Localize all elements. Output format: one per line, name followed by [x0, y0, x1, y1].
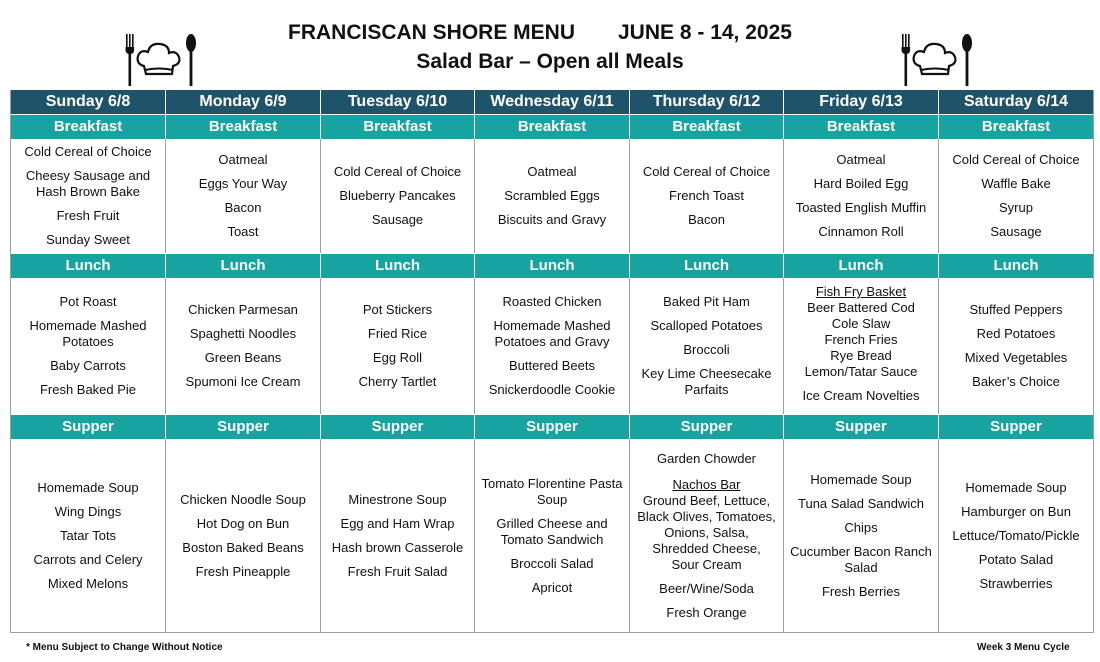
menu-item: Chicken Noodle Soup	[180, 491, 306, 507]
menu-cell	[475, 278, 630, 414]
menu-item: Cheesy Sausage and Hash Brown Bake	[25, 168, 151, 199]
menu-cell	[166, 278, 321, 414]
menu-cell	[166, 139, 321, 253]
menu-item: Lettuce/Tomato/Pickle	[952, 527, 1080, 543]
menu-cell	[321, 139, 475, 253]
meal-label: Supper	[166, 415, 321, 439]
meal-label: Breakfast	[475, 115, 630, 139]
meal-label: Supper	[990, 418, 1042, 435]
menu-item: French Toast	[669, 188, 744, 203]
menu-title: FRANCISCAN SHORE MENU	[288, 21, 576, 44]
menu-item: Sausage	[371, 212, 424, 227]
menu-item: Baby Carrots	[50, 358, 126, 373]
menu-item: Homemade Soup	[965, 479, 1067, 495]
day-header: Wednesday 6/11	[475, 90, 630, 114]
menu-item: Beer/Wine/Soda	[659, 580, 754, 596]
menu-item: Lemon/Tatar Sauce	[804, 364, 918, 379]
menu-dates: JUNE 8 - 14, 2025	[618, 21, 792, 44]
menu-item: Fresh Baked Pie	[39, 382, 137, 397]
menu-cell	[939, 139, 1093, 253]
menu-item: Beer Battered Cod	[807, 300, 915, 315]
menu-grid	[10, 90, 1094, 633]
meal-label: Breakfast	[981, 118, 1051, 135]
menu-item: Strawberries	[979, 575, 1053, 591]
menu-item: Chicken Parmesan	[188, 302, 298, 317]
menu-item: Egg and Ham Wrap	[340, 515, 455, 531]
menu-item: Wing Dings	[54, 503, 122, 519]
meal-label: Supper	[475, 415, 630, 439]
breakfast-label-row	[11, 114, 1093, 139]
menu-item: French Fries	[824, 332, 898, 347]
menu-item: Hash brown Casserole	[331, 539, 464, 555]
menu-item: Tomato Florentine Pasta Soup	[481, 475, 623, 507]
menu-item: Cold Cereal of Choice	[333, 164, 462, 179]
menu-item: Garden Chowder	[657, 450, 756, 466]
menu-cell	[11, 439, 166, 632]
meal-label: Breakfast	[630, 115, 784, 139]
menu-item: Homemade Soup	[37, 479, 139, 495]
menu-header	[0, 18, 1100, 88]
menu-item: Green Beans	[204, 350, 282, 365]
menu-item: Baked Pit Ham	[663, 294, 750, 309]
meal-label: Breakfast	[784, 115, 939, 139]
menu-item: Key Lime Cheesecake Parfaits	[641, 366, 772, 397]
menu-item: Toast	[227, 224, 259, 239]
menu-item: Buttered Beets	[509, 358, 595, 373]
menu-item: Sausage	[990, 224, 1042, 239]
menu-item: Ground Beef, Lettuce, Black Olives, Tomatoes, Onions, Salsa, Shredded Cheese, Sour Cream	[637, 492, 776, 572]
menu-item: Cinnamon Roll	[818, 224, 904, 239]
menu-cell	[784, 439, 939, 632]
menu-item: Bacon	[224, 200, 262, 215]
menu-item: Minestrone Soup	[348, 491, 447, 507]
menu-cell	[939, 439, 1093, 632]
day-header: Tuesday 6/10	[321, 90, 475, 114]
menu-cell	[630, 139, 784, 253]
menu-item: Biscuits and Gravy	[497, 212, 607, 227]
menu-item: Hamburger on Bun	[961, 503, 1071, 519]
day-header-row	[11, 90, 1093, 114]
meal-label: Lunch	[630, 254, 784, 278]
menu-item: Fresh Fruit Salad	[347, 563, 448, 579]
meal-label: Breakfast	[166, 115, 321, 139]
day-header: Sunday 6/8	[11, 90, 166, 114]
meal-label: Supper	[784, 415, 939, 439]
menu-item: Syrup	[999, 200, 1033, 215]
menu-item: Toasted English Muffin	[795, 200, 927, 215]
meal-label: Breakfast	[321, 115, 475, 139]
menu-item: Fried Rice	[367, 326, 428, 341]
menu-item: Grilled Cheese and Tomato Sandwich	[496, 515, 608, 547]
menu-item: Mixed Vegetables	[964, 350, 1068, 365]
breakfast-items-row	[11, 139, 1093, 253]
menu-item: Tuna Salad Sandwich	[798, 495, 924, 511]
menu-cell	[939, 278, 1093, 414]
menu-item: Pot Roast	[59, 294, 117, 309]
menu-item: Cucumber Bacon Ranch Salad	[790, 543, 932, 575]
menu-cell	[475, 139, 630, 253]
footer-disclaimer: * Menu Subject to Change Without Notice	[26, 642, 223, 653]
menu-item: Sunday Sweet	[46, 232, 130, 247]
meal-label: Lunch	[166, 254, 321, 278]
menu-item: Spumoni Ice Cream	[185, 374, 301, 389]
menu-item: Roasted Chicken	[502, 294, 602, 309]
menu-item: Boston Baked Beans	[182, 539, 304, 555]
menu-cell	[166, 439, 321, 632]
menu-item: Bacon	[688, 212, 725, 227]
menu-item: Hot Dog on Bun	[196, 515, 290, 531]
meal-label: Lunch	[993, 257, 1039, 274]
menu-item: Fresh Pineapple	[195, 563, 291, 579]
fish-fry-heading: Fish Fry Basket	[815, 284, 907, 299]
menu-item: Broccoli Salad	[510, 555, 594, 571]
meal-label: Supper	[630, 415, 784, 439]
menu-item: Mixed Melons	[47, 575, 129, 591]
day-header: Friday 6/13	[784, 90, 939, 114]
menu-item: Egg Roll	[372, 350, 423, 365]
menu-item: Cole Slaw	[831, 316, 891, 331]
menu-item: Spaghetti Noodles	[189, 326, 297, 341]
menu-item: Stuffed Peppers	[969, 302, 1063, 317]
menu-item: Baker’s Choice	[972, 374, 1060, 389]
menu-item: Fresh Fruit	[56, 208, 120, 223]
menu-item: Cold Cereal of Choice	[642, 164, 771, 179]
menu-item: Homemade Mashed Potatoes and Gravy	[493, 318, 611, 349]
menu-item: Apricot	[531, 579, 573, 595]
menu-item: Fresh Berries	[821, 583, 901, 599]
menu-cell	[475, 439, 630, 632]
menu-item: Chips	[844, 519, 878, 535]
menu-cell	[784, 139, 939, 253]
supper-label-row	[11, 414, 1093, 439]
menu-cell	[630, 278, 784, 414]
menu-item: Red Potatoes	[976, 326, 1056, 341]
menu-item: Homemade Mashed Potatoes	[29, 318, 147, 349]
meal-label: Supper	[321, 415, 475, 439]
day-header: Saturday 6/14	[963, 93, 1069, 110]
menu-item: Oatmeal	[527, 164, 577, 179]
menu-cell	[630, 439, 784, 632]
menu-item: Fresh Orange	[666, 604, 747, 620]
menu-cell	[321, 439, 475, 632]
menu-subtitle: Salad Bar – Open all Meals	[416, 50, 684, 73]
menu-item: Homemade Soup	[810, 471, 912, 487]
menu-cell	[11, 139, 166, 253]
lunch-items-row	[11, 278, 1093, 414]
menu-item: Pot Stickers	[362, 302, 433, 317]
menu-item: Cherry Tartlet	[358, 374, 437, 389]
menu-item: Broccoli	[683, 342, 730, 357]
meal-label: Lunch	[475, 254, 630, 278]
menu-item: Potato Salad	[978, 551, 1054, 567]
menu-item: Oatmeal	[218, 152, 268, 167]
meal-label: Breakfast	[11, 115, 166, 139]
nachos-bar-heading: Nachos Bar	[672, 476, 741, 492]
menu-cell	[11, 278, 166, 414]
menu-item: Hard Boiled Egg	[813, 176, 909, 191]
lunch-label-row	[11, 253, 1093, 278]
menu-cell	[321, 278, 475, 414]
menu-item: Cold Cereal of Choice	[952, 152, 1080, 167]
meal-label: Lunch	[784, 254, 939, 278]
meal-label: Lunch	[321, 254, 475, 278]
menu-item: Snickerdoodle Cookie	[488, 382, 616, 397]
menu-item: Waffle Bake	[981, 176, 1051, 191]
menu-item: Scrambled Eggs	[504, 188, 600, 203]
chef-hat-utensils-icon	[896, 32, 976, 88]
footer-cycle: Week 3 Menu Cycle	[977, 642, 1070, 653]
menu-item: Oatmeal	[836, 152, 886, 167]
menu-item: Rye Bread	[830, 348, 892, 363]
meal-label: Lunch	[11, 254, 166, 278]
menu-cell	[784, 278, 939, 414]
menu-item: Ice Cream Novelties	[802, 388, 920, 403]
menu-item: Blueberry Pancakes	[339, 188, 456, 203]
meal-label: Supper	[11, 415, 166, 439]
supper-items-row	[11, 439, 1093, 632]
menu-item: Carrots and Celery	[33, 551, 143, 567]
day-header: Thursday 6/12	[630, 90, 784, 114]
menu-item: Eggs Your Way	[198, 176, 288, 191]
menu-item: Scalloped Potatoes	[650, 318, 763, 333]
menu-item: Cold Cereal of Choice	[24, 144, 152, 159]
day-header: Monday 6/9	[166, 90, 321, 114]
menu-item: Tatar Tots	[59, 527, 117, 543]
